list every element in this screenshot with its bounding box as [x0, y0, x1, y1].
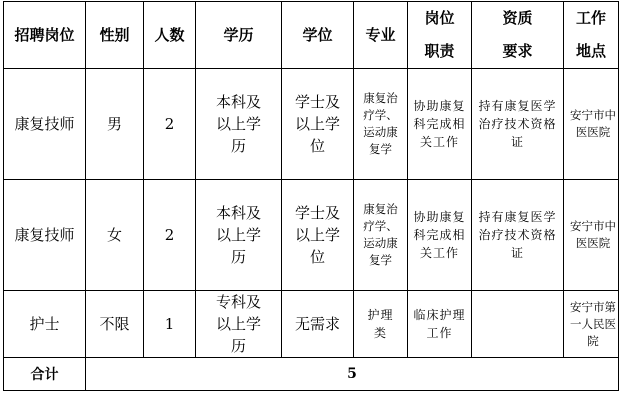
cell-location: 安宁市中医医院: [564, 180, 619, 291]
header-degree: 学位: [282, 2, 354, 69]
cell-education: 本科及以上学历: [196, 180, 282, 291]
cell-location: 安宁市第一人民医院: [564, 291, 619, 358]
cell-position: 康复技师: [4, 69, 86, 180]
header-qualification: 资质要求: [472, 2, 564, 69]
recruitment-table: [3, 1, 619, 391]
header-row: [4, 2, 619, 69]
header-major: 专业: [354, 2, 408, 69]
cell-degree: 学士及以上学位: [282, 69, 354, 180]
cell-qualification: 持有康复医学治疗技术资格证: [472, 180, 564, 291]
cell-qualification: [472, 291, 564, 358]
cell-gender: 男: [86, 69, 144, 180]
cell-duties: 临床护理工作: [408, 291, 472, 358]
cell-count: 2: [144, 180, 196, 291]
cell-qualification: 持有康复医学治疗技术资格证: [472, 69, 564, 180]
cell-education: 本科及以上学历: [196, 69, 282, 180]
header-gender: 性别: [86, 2, 144, 69]
cell-position: 护士: [4, 291, 86, 358]
header-count: 人数: [144, 2, 196, 69]
cell-education: 专科及以上学历: [196, 291, 282, 358]
header-education: 学历: [196, 2, 282, 69]
cell-major: 康复治疗学、运动康复学: [354, 180, 408, 291]
cell-count: 1: [144, 291, 196, 358]
cell-major: 康复治疗学、运动康复学: [354, 69, 408, 180]
cell-degree: 无需求: [282, 291, 354, 358]
total-label: 合计: [4, 358, 86, 391]
header-position: 招聘岗位: [4, 2, 86, 69]
cell-duties: 协助康复科完成相关工作: [408, 69, 472, 180]
cell-location: 安宁市中医医院: [564, 69, 619, 180]
header-location: 工作地点: [564, 2, 619, 69]
cell-degree: 学士及以上学位: [282, 180, 354, 291]
cell-position: 康复技师: [4, 180, 86, 291]
table-row: [4, 291, 619, 358]
cell-gender: 女: [86, 180, 144, 291]
cell-major: 护理类: [354, 291, 408, 358]
total-value: 5: [86, 358, 619, 391]
cell-count: 2: [144, 69, 196, 180]
cell-gender: 不限: [86, 291, 144, 358]
cell-duties: 协助康复科完成相关工作: [408, 180, 472, 291]
table-row: [4, 180, 619, 291]
total-row: [4, 358, 619, 391]
header-duties: 岗位职责: [408, 2, 472, 69]
table-row: [4, 69, 619, 180]
